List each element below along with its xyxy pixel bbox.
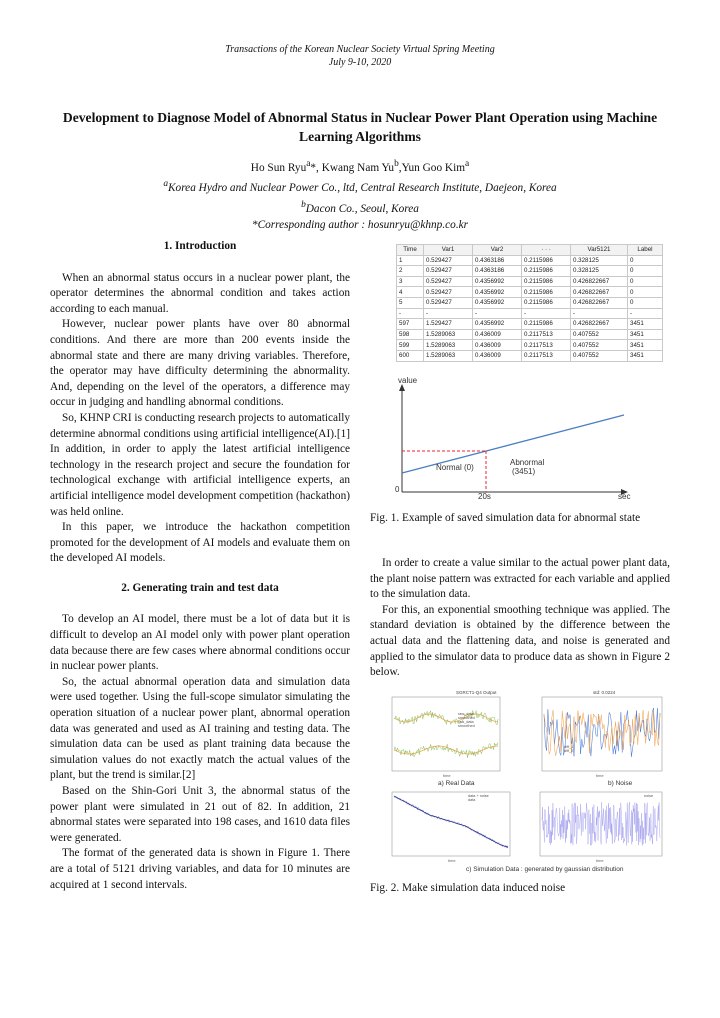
paper-title: Development to Diagnose Model of Abnormal Status in Nuclear Power Plant Operation using Machine Learning Algorithms (62, 110, 658, 144)
panel-d-xlabel: time (596, 858, 604, 863)
table-cell: 3451 (628, 329, 663, 340)
panel-c-frame (392, 792, 510, 856)
intro-paragraph-1: When an abnormal status occurs in a nuclear power plant, the operator determines the abnormal condition and takes action according to each manual. (50, 271, 350, 315)
panel-b-legend (564, 745, 573, 753)
affiliation-b-text: Dacon Co., Seoul, Korea (305, 202, 419, 215)
table-row (397, 319, 663, 330)
legend-b-item: diff_1 (564, 745, 574, 749)
table-cell: 0.407552 (571, 340, 628, 351)
table-header-row (397, 245, 663, 256)
table-cell: 0.529427 (424, 297, 473, 308)
right-column (370, 556, 670, 681)
table-cell: 1.5289063 (424, 350, 473, 361)
table-cell: 0.4356992 (473, 319, 522, 330)
table-cell: 0.2115986 (522, 287, 571, 298)
table-header-cell: Var5121 (571, 245, 628, 256)
panel-c-xlabel: time (448, 858, 456, 863)
panel-b-title: std: 0.0224 (593, 690, 616, 695)
simulation-data-table (396, 244, 663, 362)
table-row (397, 308, 663, 319)
table-cell: 0.426822667 (571, 276, 628, 287)
origin-label: 0 (395, 485, 400, 494)
table-cell: 0.2115986 (522, 297, 571, 308)
table-cell: 600 (397, 350, 424, 361)
table-header-cell: Var1 (424, 245, 473, 256)
affiliation-a-sup: a (163, 179, 169, 190)
table-cell: 2 (397, 266, 424, 277)
table-cell: 0.529427 (424, 287, 473, 298)
fig1-caption: Fig. 1. Example of saved simulation data for abnormal state (370, 512, 641, 524)
table-cell: 0 (628, 255, 663, 266)
table-cell: 0.407552 (571, 350, 628, 361)
table-cell: 597 (397, 319, 424, 330)
table-row (397, 266, 663, 277)
affiliation-b-sup: b (301, 199, 306, 210)
table-cell: 1.5289063 (424, 329, 473, 340)
table-header-cell: Time (397, 245, 424, 256)
author-1-sup: a (306, 159, 311, 169)
author-sep: , (398, 161, 402, 174)
panel-c-legend (468, 794, 489, 802)
table-cell: 0.407552 (571, 329, 628, 340)
normal-label: Normal (0) (436, 463, 474, 472)
table-cell: 0.2115986 (522, 276, 571, 287)
table-cell: 0.2117513 (522, 329, 571, 340)
table-cell: 0.4356992 (473, 297, 522, 308)
author-3-sup: a (465, 159, 470, 169)
table-cell: 598 (397, 329, 424, 340)
panel-a-frame (392, 697, 500, 771)
table-cell: 0.4356992 (473, 276, 522, 287)
legend-c-item: data + noise (468, 794, 489, 798)
table-cell: 0.328125 (571, 255, 628, 266)
legend-a-item: raw_data (458, 720, 474, 724)
table-row (397, 297, 663, 308)
table-cell: 3451 (628, 350, 663, 361)
table-cell: - (424, 308, 473, 319)
table-cell: 5 (397, 297, 424, 308)
panel-a-xlabel: time (443, 773, 451, 778)
intro-paragraph-4: In this paper, we introduce the hackathon competition promoted for the development of AI models and evaluate them on the developed AI models. (50, 521, 350, 565)
table-row (397, 329, 663, 340)
corresponding-author: *Corresponding author : hosunryu@khnp.co.kr (251, 218, 469, 231)
table-cell: 0.436009 (473, 340, 522, 351)
panel-b-caption: b) Noise (608, 780, 633, 787)
right-paragraph-2: For this, an exponential smoothing technique was applied. The standard deviation is obtained by the difference between the actual data and the flattening data, and noise is generated and applied to the simulator data to produce data as shown in Figure 2 below. (370, 603, 670, 679)
data-paragraph-3: Based on the Shin-Gori Unit 3, the abnormal status of the power plant were simulated in 21 out of 82. In addition, 21 abnormal states were separated into 198 cases, and 1610 data files were generated. (50, 785, 350, 844)
fig2-figure (368, 688, 670, 876)
table-cell: 599 (397, 340, 424, 351)
table-cell: 3451 (628, 340, 663, 351)
table-cell: - (571, 308, 628, 319)
panel-a-plot (394, 710, 498, 757)
legend-a-item: smoothed (458, 716, 475, 720)
table-cell: - (397, 308, 424, 319)
table-cell: 0.2115986 (522, 266, 571, 277)
panel-d-frame (540, 792, 662, 856)
data-series (394, 796, 508, 847)
x-tick-20s: 20s (478, 492, 491, 500)
table-cell: 3451 (628, 319, 663, 330)
y-axis-arrow (399, 384, 405, 391)
author-3: Yun Goo Kim (401, 161, 465, 174)
table-cell: 0.2115986 (522, 319, 571, 330)
table-cell: 0.529427 (424, 255, 473, 266)
table-cell: 0.426822667 (571, 287, 628, 298)
fig1-table-wrapper (396, 244, 663, 362)
affiliation-a-text: Korea Hydro and Nuclear Power Co., ltd, Central Research Institute, Daejeon, Korea (168, 182, 557, 195)
journal-header: Transactions of the Korean Nuclear Society Virtual Spring Meeting (225, 44, 495, 55)
legend-a-item: smoothed (458, 724, 475, 728)
intro-paragraph-2: However, nuclear power plants have over 80 abnormal conditions. And there are more than 200 events inside the abnormal state and there are many driving variables. Therefore, the operator may have difficulty determining the abnormality. And, depending on the level of the operators, a difference may occur in judging and handling abnormal conditions. (50, 318, 350, 409)
raw-data-series (394, 710, 498, 724)
table-cell: 0.426822667 (571, 297, 628, 308)
fig2-caption: Fig. 2. Make simulation data induced noise (370, 882, 566, 894)
table-cell: 0 (628, 276, 663, 287)
table-cell: 0.529427 (424, 276, 473, 287)
panel-c-caption: c) Simulation Data : generated by gaussian distribution (466, 866, 624, 873)
legend-c-item: data (468, 798, 476, 802)
table-header-cell: Var2 (473, 245, 522, 256)
table-cell: 1 (397, 255, 424, 266)
table-cell: 0.4356992 (473, 287, 522, 298)
left-column (50, 239, 350, 893)
section-heading-intro: 1. Introduction (163, 240, 237, 252)
table-cell: 0.436009 (473, 329, 522, 340)
noise-series (542, 802, 660, 845)
data-plus-noise-series (394, 796, 508, 848)
legend-d-item: noise (644, 794, 654, 798)
table-cell: - (628, 308, 663, 319)
intro-paragraph-3: So, KHNP CRI is conducting research projects to automatically determine abnormal conditions using artificial intelligence(AI).[1] In addition, in order to apply the latest artificial intelligence technology in the research project and secure the foundation for technological exchange with artificial intelligence experts, an artificial intelligence model development competition (hackathon) was held online. (50, 411, 350, 518)
author-1-mark: *, (310, 161, 322, 174)
table-cell: 0.426822667 (571, 319, 628, 330)
table-row (397, 350, 663, 361)
legend-b-item: diff_2 (564, 749, 574, 753)
table-cell: - (473, 308, 522, 319)
panel-a-legend (458, 712, 475, 728)
panel-b-plot (544, 708, 660, 757)
data-paragraph-1: To develop an AI model, there must be a lot of data but it is difficult to develop an AI model only with power plant operation data because there are few cases where abnormal conditions occur in nuclear power plants. (50, 613, 350, 673)
table-cell: 0.2117513 (522, 350, 571, 361)
x-axis-label: sec (618, 492, 631, 500)
table-cell: 0.328125 (571, 266, 628, 277)
table-cell: 0 (628, 297, 663, 308)
data-paragraph-4: The format of the generated data is shown in Figure 1. There are a total of 5121 driving variables, and data for 10 minutes are acquired at 1 second intervals. (50, 847, 350, 891)
author-2-sup: b (394, 159, 399, 169)
panel-a-title: SGRCT1-Q4 Output (456, 690, 497, 695)
abnormal-code: (3451) (512, 467, 536, 476)
table-cell: 1.529427 (424, 319, 473, 330)
right-paragraph-1: In order to create a value similar to the actual power plant data, the plant noise pattern was extracted for each variable and applied to the simulation data. (370, 557, 670, 601)
table-cell: 1.5289063 (424, 340, 473, 351)
affiliation-b (60, 197, 660, 217)
data-paragraph-2: So, the actual abnormal operation data and simulation data were used together. Using the full-scope simulator simulating the operation situation of a nuclear power plant, abnormal operation data was generated and used as AI training and testing data. The simulation data can be used as plant training data because the simulation values do not exactly match the actual values of the plant, but the trend is similar.[2] (50, 675, 350, 782)
table-cell: 0.4363186 (473, 255, 522, 266)
table-row (397, 287, 663, 298)
abnormal-label: Abnormal (510, 458, 545, 467)
author-block (60, 156, 660, 233)
table-row (397, 276, 663, 287)
legend-a-item: raw_data (458, 712, 474, 716)
author-1: Ho Sun Ryu (250, 161, 307, 174)
table-cell: 0 (628, 266, 663, 277)
smoothed-series (394, 746, 498, 754)
table-header-cell: · · · (522, 245, 571, 256)
table-cell: 0.2117513 (522, 340, 571, 351)
table-cell: 3 (397, 276, 424, 287)
y-axis-label: value (398, 376, 418, 385)
fig1-graph (392, 372, 642, 500)
panel-b-frame (542, 697, 662, 771)
table-row (397, 255, 663, 266)
panel-b-xlabel: time (596, 773, 604, 778)
affiliation-a (60, 176, 660, 196)
table-cell: 0.2115986 (522, 255, 571, 266)
table-cell: 4 (397, 287, 424, 298)
author-2: Kwang Nam Yu (321, 161, 395, 174)
table-cell: 0.436009 (473, 350, 522, 361)
meeting-date: July 9-10, 2020 (328, 57, 392, 68)
author-line (60, 156, 660, 176)
table-cell: 0.529427 (424, 266, 473, 277)
section-heading-data: 2. Generating train and test data (121, 581, 279, 594)
table-cell: 0 (628, 287, 663, 298)
panel-d-plot (542, 802, 660, 845)
table-cell: 0.4363186 (473, 266, 522, 277)
table-header-cell: Label (628, 245, 663, 256)
panel-c-plot (394, 796, 508, 848)
table-body (397, 255, 663, 361)
table-cell: - (522, 308, 571, 319)
table-row (397, 340, 663, 351)
panel-a-caption: a) Real Data (438, 780, 475, 787)
